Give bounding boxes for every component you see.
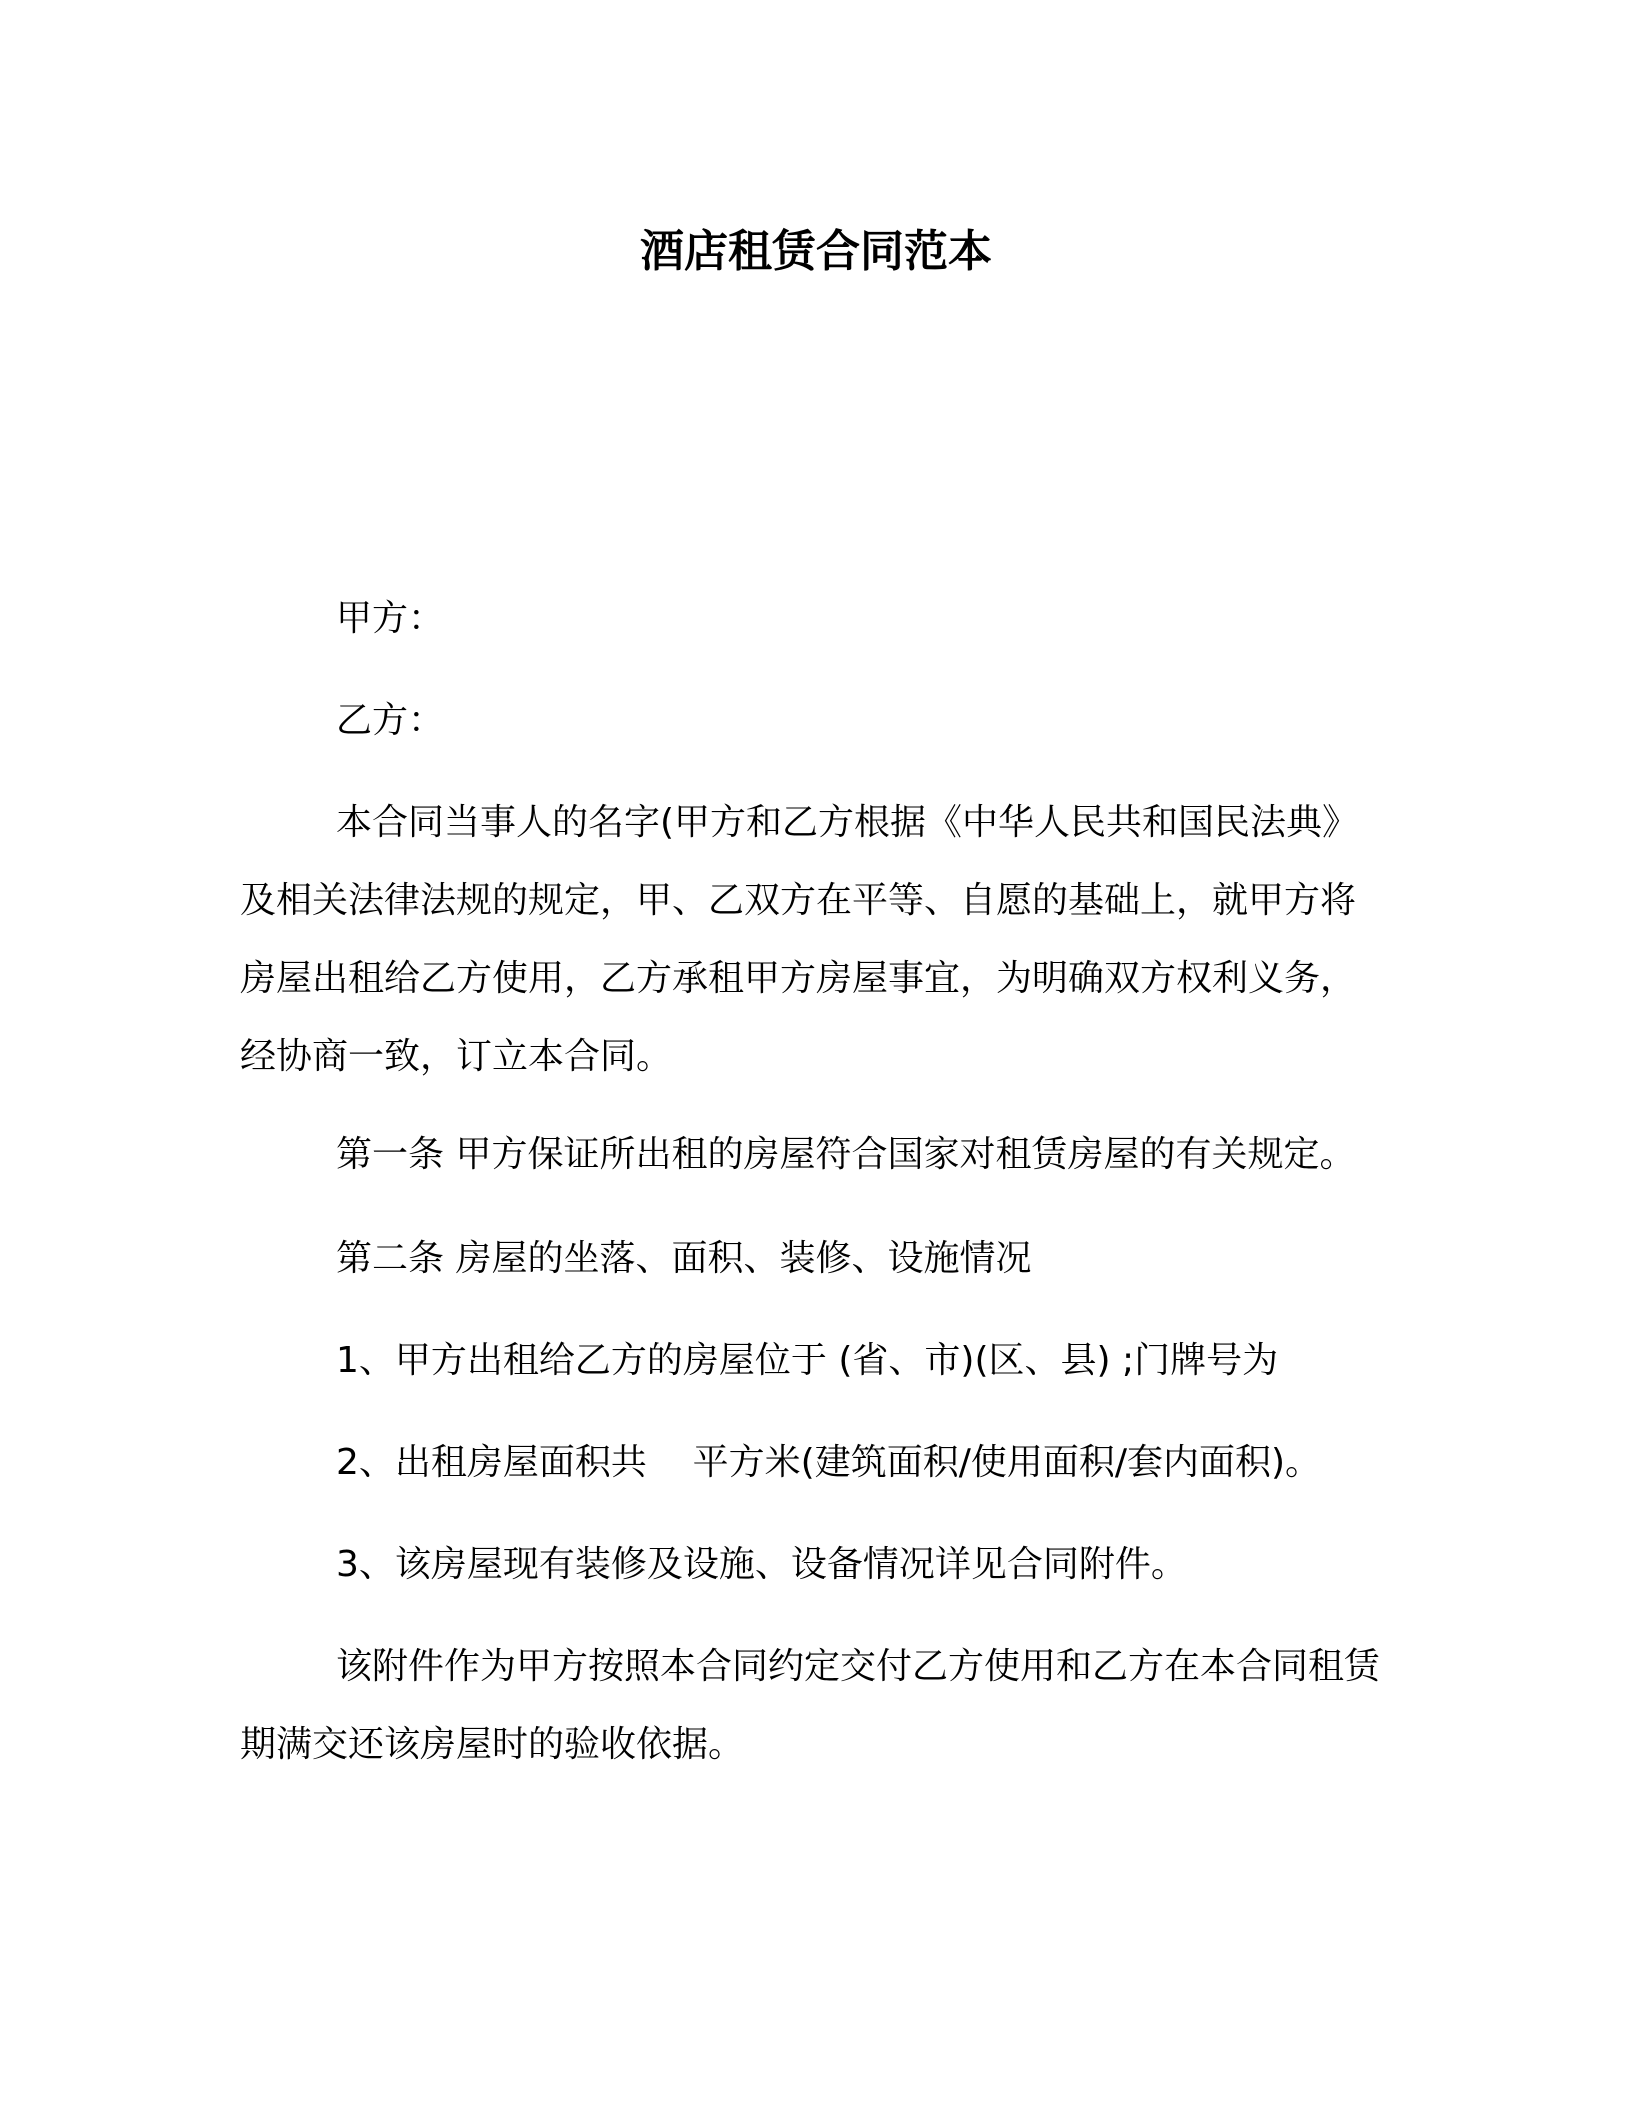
article-2-heading: 第二条 房屋的坐落、面积、装修、设施情况 [336, 1238, 1032, 1279]
party-b-label: 乙方： [336, 700, 445, 741]
annex-note-paragraph: 该附件作为甲方按照本合同约定交付乙方使用和乙方在本合同租赁期满交还该房屋时的验收依据。 [240, 1646, 1381, 1765]
party-a-label: 甲方： [336, 598, 445, 639]
article-2-item-1: 1、甲方出租给乙方的房屋位于 (省、市)(区、县) ;门牌号为 [336, 1340, 1279, 1381]
article-2-item-2: 2、出租房屋面积共 平方米(建筑面积/使用面积/套内面积)。 [336, 1442, 1322, 1483]
article-1: 第一条 甲方保证所出租的房屋符合国家对租赁房屋的有关规定。 [336, 1134, 1356, 1175]
preamble-paragraph: 本合同当事人的名字(甲方和乙方根据《中华人民共和国民法典》及相关法律法规的规定，甲、乙双方在平等、自愿的基础上，就甲方将房屋出租给乙方使用，乙方承租甲方房屋事宜，为明确双方权利义务，经协商一致，订立本合同。 [240, 802, 1359, 1077]
document-title: 酒店租赁合同范本 [640, 226, 992, 277]
article-2-item-3: 3、该房屋现有装修及设施、设备情况详见合同附件。 [336, 1544, 1187, 1585]
